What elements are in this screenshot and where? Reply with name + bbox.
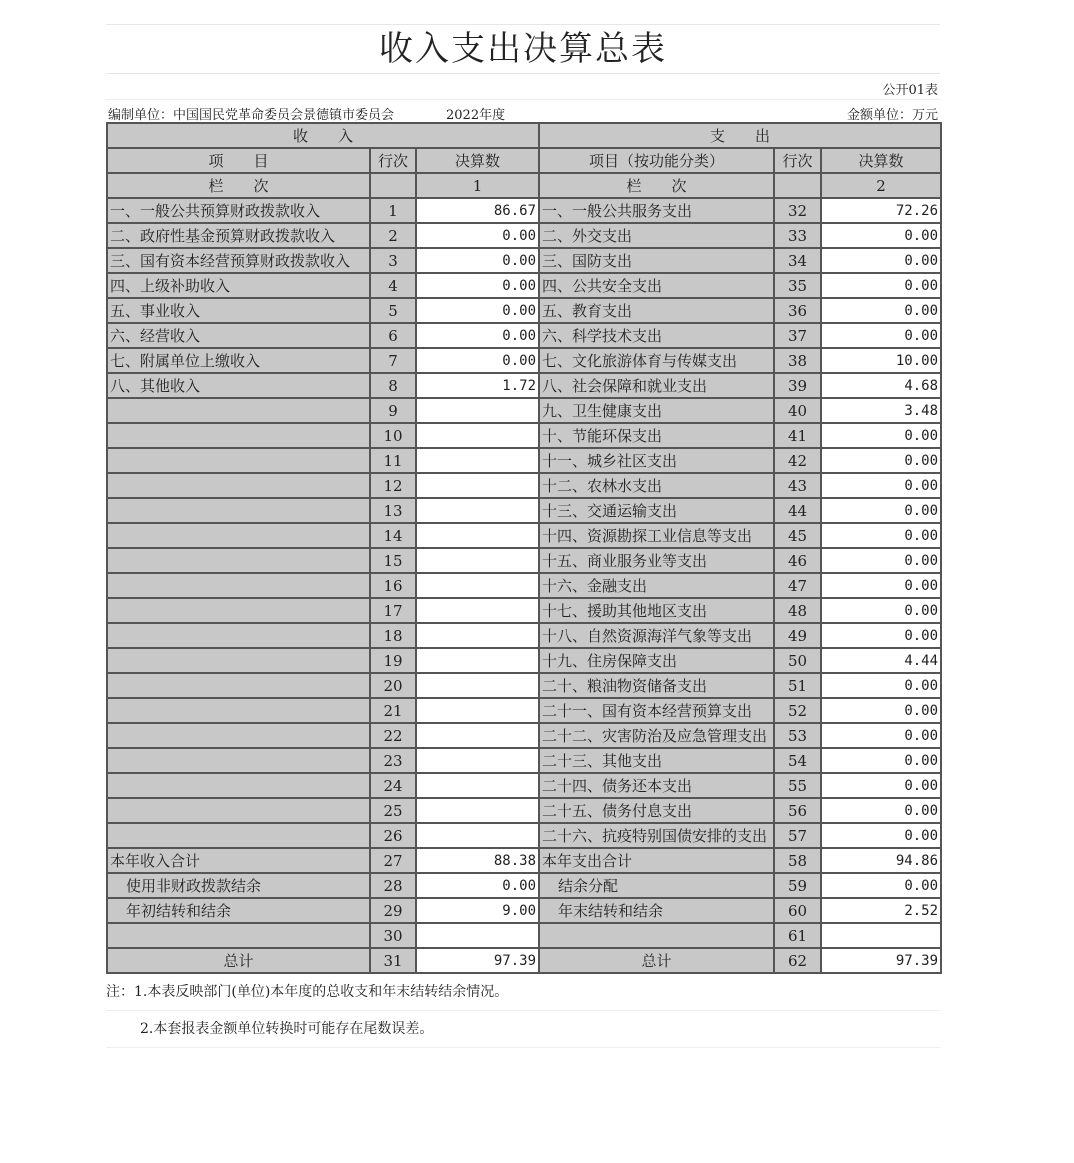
expense-row-number: 32 xyxy=(774,198,821,223)
expense-item: 十二、农林水支出 xyxy=(539,473,774,498)
expense-amount: 0.00 xyxy=(821,723,941,748)
expense-amount: 0.00 xyxy=(821,523,941,548)
income-amount: 9.00 xyxy=(416,898,539,923)
income-item: 使用非财政拨款结余 xyxy=(107,873,370,898)
expense-row-number: 39 xyxy=(774,373,821,398)
expense-amount: 0.00 xyxy=(821,498,941,523)
table-row xyxy=(107,273,941,298)
expense-item: 十三、交通运输支出 xyxy=(539,498,774,523)
table-row xyxy=(107,448,941,473)
income-amount xyxy=(416,523,539,548)
income-amount xyxy=(416,823,539,848)
table-row xyxy=(107,823,941,848)
income-amount: 1.72 xyxy=(416,373,539,398)
expense-item: 八、社会保障和就业支出 xyxy=(539,373,774,398)
table-row xyxy=(107,748,941,773)
income-row-number: 16 xyxy=(370,573,416,598)
table-row xyxy=(107,523,941,548)
expense-amount: 10.00 xyxy=(821,348,941,373)
expense-row-number: 57 xyxy=(774,823,821,848)
expense-amount: 0.00 xyxy=(821,448,941,473)
expense-item: 三、国防支出 xyxy=(539,248,774,273)
income-row-number: 27 xyxy=(370,848,416,873)
expense-item: 总计 xyxy=(539,948,774,973)
expense-header: 支 出 xyxy=(539,123,941,148)
income-row-number: 18 xyxy=(370,623,416,648)
income-row-number: 24 xyxy=(370,773,416,798)
expense-row-number: 47 xyxy=(774,573,821,598)
expense-row-number: 46 xyxy=(774,548,821,573)
empty-cell xyxy=(774,173,821,198)
income-item xyxy=(107,673,370,698)
expense-item: 结余分配 xyxy=(539,873,774,898)
expense-row-number: 37 xyxy=(774,323,821,348)
income-amount xyxy=(416,923,539,948)
expense-amount: 0.00 xyxy=(821,823,941,848)
expense-item: 十一、城乡社区支出 xyxy=(539,448,774,473)
expense-amount xyxy=(821,923,941,948)
income-item: 总计 xyxy=(107,948,370,973)
expense-item: 十九、住房保障支出 xyxy=(539,648,774,673)
income-item: 本年收入合计 xyxy=(107,848,370,873)
expense-amount: 0.00 xyxy=(821,423,941,448)
expense-item: 二十二、灾害防治及应急管理支出 xyxy=(539,723,774,748)
expense-row-number: 38 xyxy=(774,348,821,373)
income-row-number: 6 xyxy=(370,323,416,348)
expense-item: 六、科学技术支出 xyxy=(539,323,774,348)
income-row-number: 26 xyxy=(370,823,416,848)
income-row-number: 15 xyxy=(370,548,416,573)
income-amount: 0.00 xyxy=(416,273,539,298)
income-row-number: 10 xyxy=(370,423,416,448)
income-amount xyxy=(416,773,539,798)
expense-item: 四、公共安全支出 xyxy=(539,273,774,298)
income-row-number: 3 xyxy=(370,248,416,273)
income-row-number: 2 xyxy=(370,223,416,248)
expense-amount: 0.00 xyxy=(821,598,941,623)
expense-item: 二十一、国有资本经营预算支出 xyxy=(539,698,774,723)
income-row-number: 1 xyxy=(370,198,416,223)
expense-row-number: 61 xyxy=(774,923,821,948)
expense-row-number: 41 xyxy=(774,423,821,448)
income-amount xyxy=(416,473,539,498)
income-row-number: 29 xyxy=(370,898,416,923)
expense-amount: 0.00 xyxy=(821,273,941,298)
expense-amount: 0.00 xyxy=(821,623,941,648)
income-item xyxy=(107,548,370,573)
income-item: 八、其他收入 xyxy=(107,373,370,398)
expense-amount: 94.86 xyxy=(821,848,941,873)
income-item xyxy=(107,648,370,673)
expense-row-number: 34 xyxy=(774,248,821,273)
income-amount: 0.00 xyxy=(416,223,539,248)
table-row xyxy=(107,798,941,823)
income-amount: 88.38 xyxy=(416,848,539,873)
income-amount-header: 决算数 xyxy=(416,148,539,173)
income-row-number: 14 xyxy=(370,523,416,548)
expense-amount: 4.68 xyxy=(821,373,941,398)
table-row xyxy=(107,298,941,323)
income-amount: 97.39 xyxy=(416,948,539,973)
expense-amount: 0.00 xyxy=(821,223,941,248)
table-row xyxy=(107,223,941,248)
meta-row xyxy=(106,100,940,122)
income-amount xyxy=(416,648,539,673)
table-row xyxy=(107,898,941,923)
form-number-row xyxy=(106,74,940,100)
table-row xyxy=(107,473,941,498)
income-rowno-header: 行次 xyxy=(370,148,416,173)
header-section-row xyxy=(107,123,941,148)
income-item: 六、经营收入 xyxy=(107,323,370,348)
expense-item: 二十六、抗疫特别国债安排的支出 xyxy=(539,823,774,848)
income-row-number: 12 xyxy=(370,473,416,498)
expense-item: 二十、粮油物资储备支出 xyxy=(539,673,774,698)
table-row xyxy=(107,198,941,223)
income-row-number: 9 xyxy=(370,398,416,423)
expense-row-number: 33 xyxy=(774,223,821,248)
income-row-number: 20 xyxy=(370,673,416,698)
page-title: 收入支出决算总表 xyxy=(106,24,940,74)
fiscal-year: 2022年度 xyxy=(446,108,506,123)
income-amount: 0.00 xyxy=(416,323,539,348)
income-row-number: 5 xyxy=(370,298,416,323)
income-amount xyxy=(416,573,539,598)
income-item xyxy=(107,748,370,773)
expense-item: 二十五、债务付息支出 xyxy=(539,798,774,823)
income-item: 五、事业收入 xyxy=(107,298,370,323)
table-row xyxy=(107,323,941,348)
table-row xyxy=(107,773,941,798)
income-row-number: 4 xyxy=(370,273,416,298)
income-row-number: 8 xyxy=(370,373,416,398)
table-body xyxy=(107,198,941,973)
expense-row-number: 53 xyxy=(774,723,821,748)
expense-row-number: 62 xyxy=(774,948,821,973)
table-row xyxy=(107,373,941,398)
income-item xyxy=(107,598,370,623)
income-header: 收 入 xyxy=(107,123,539,148)
expense-amount: 0.00 xyxy=(821,698,941,723)
income-item xyxy=(107,573,370,598)
income-item: 七、附属单位上缴收入 xyxy=(107,348,370,373)
notes xyxy=(106,974,940,1048)
table-row xyxy=(107,923,941,948)
expense-amount: 0.00 xyxy=(821,298,941,323)
expense-item: 十八、自然资源海洋气象等支出 xyxy=(539,623,774,648)
income-amount: 0.00 xyxy=(416,348,539,373)
income-item xyxy=(107,798,370,823)
income-row-number: 7 xyxy=(370,348,416,373)
table-row xyxy=(107,398,941,423)
compiling-unit: 编制单位：中国国民党革命委员会景德镇市委员会 xyxy=(108,108,395,123)
expense-item: 九、卫生健康支出 xyxy=(539,398,774,423)
expense-item: 十四、资源勘探工业信息等支出 xyxy=(539,523,774,548)
money-unit: 金额单位：万元 xyxy=(846,108,938,123)
expense-item: 本年支出合计 xyxy=(539,848,774,873)
income-expense-table xyxy=(106,122,942,974)
income-amount: 0.00 xyxy=(416,298,539,323)
income-item xyxy=(107,398,370,423)
income-amount xyxy=(416,598,539,623)
expense-amount: 0.00 xyxy=(821,748,941,773)
expense-row-number: 60 xyxy=(774,898,821,923)
expense-amount: 0.00 xyxy=(821,473,941,498)
expense-item: 一、一般公共服务支出 xyxy=(539,198,774,223)
income-item xyxy=(107,473,370,498)
expense-row-number: 56 xyxy=(774,798,821,823)
income-amount xyxy=(416,448,539,473)
expense-amount: 72.26 xyxy=(821,198,941,223)
expense-col-label: 栏 次 xyxy=(539,173,774,198)
income-amount xyxy=(416,748,539,773)
income-amount xyxy=(416,698,539,723)
note-2: 2.本套报表金额单位转换时可能存在尾数误差。 xyxy=(106,1011,940,1048)
income-amount: 0.00 xyxy=(416,248,539,273)
form-number: 公开01表 xyxy=(882,83,938,98)
expense-item: 十六、金融支出 xyxy=(539,573,774,598)
expense-item: 二十三、其他支出 xyxy=(539,748,774,773)
expense-item: 年末结转和结余 xyxy=(539,898,774,923)
expense-rowno-header: 行次 xyxy=(774,148,821,173)
income-amount: 86.67 xyxy=(416,198,539,223)
table-row xyxy=(107,648,941,673)
income-row-number: 30 xyxy=(370,923,416,948)
income-item: 二、政府性基金预算财政拨款收入 xyxy=(107,223,370,248)
income-item xyxy=(107,423,370,448)
income-row-number: 31 xyxy=(370,948,416,973)
expense-row-number: 54 xyxy=(774,748,821,773)
income-item xyxy=(107,448,370,473)
expense-item: 五、教育支出 xyxy=(539,298,774,323)
table-row xyxy=(107,348,941,373)
income-item: 年初结转和结余 xyxy=(107,898,370,923)
income-amount xyxy=(416,623,539,648)
expense-row-number: 42 xyxy=(774,448,821,473)
note-1: 注：1.本表反映部门(单位)本年度的总收支和年末结转结余情况。 xyxy=(106,974,940,1011)
table-row xyxy=(107,698,941,723)
income-item: 一、一般公共预算财政拨款收入 xyxy=(107,198,370,223)
expense-item: 十五、商业服务业等支出 xyxy=(539,548,774,573)
header-column-row xyxy=(107,148,941,173)
income-item xyxy=(107,523,370,548)
expense-row-number: 40 xyxy=(774,398,821,423)
expense-amount: 0.00 xyxy=(821,673,941,698)
income-row-number: 25 xyxy=(370,798,416,823)
expense-amount: 4.44 xyxy=(821,648,941,673)
expense-item: 十七、援助其他地区支出 xyxy=(539,598,774,623)
table-row xyxy=(107,873,941,898)
expense-amount: 0.00 xyxy=(821,773,941,798)
income-row-number: 17 xyxy=(370,598,416,623)
table-row xyxy=(107,598,941,623)
column-index-row xyxy=(107,173,941,198)
expense-item: 十、节能环保支出 xyxy=(539,423,774,448)
expense-item: 七、文化旅游体育与传媒支出 xyxy=(539,348,774,373)
income-amount xyxy=(416,548,539,573)
expense-amount: 3.48 xyxy=(821,398,941,423)
expense-item xyxy=(539,923,774,948)
income-item-header: 项 目 xyxy=(107,148,370,173)
expense-amount: 2.52 xyxy=(821,898,941,923)
expense-row-number: 52 xyxy=(774,698,821,723)
income-item xyxy=(107,698,370,723)
income-item xyxy=(107,623,370,648)
income-row-number: 11 xyxy=(370,448,416,473)
income-amount xyxy=(416,798,539,823)
income-item xyxy=(107,498,370,523)
table-row xyxy=(107,573,941,598)
table-row xyxy=(107,948,941,973)
income-amount xyxy=(416,498,539,523)
expense-row-number: 51 xyxy=(774,673,821,698)
expense-col-index: 2 xyxy=(821,173,941,198)
income-amount xyxy=(416,423,539,448)
expense-row-number: 58 xyxy=(774,848,821,873)
expense-row-number: 49 xyxy=(774,623,821,648)
expense-row-number: 48 xyxy=(774,598,821,623)
income-amount xyxy=(416,398,539,423)
income-amount xyxy=(416,723,539,748)
table-row xyxy=(107,723,941,748)
expense-item: 二、外交支出 xyxy=(539,223,774,248)
income-row-number: 21 xyxy=(370,698,416,723)
income-amount: 0.00 xyxy=(416,873,539,898)
table-row xyxy=(107,248,941,273)
expense-row-number: 50 xyxy=(774,648,821,673)
income-row-number: 23 xyxy=(370,748,416,773)
expense-amount: 97.39 xyxy=(821,948,941,973)
income-col-label: 栏 次 xyxy=(107,173,370,198)
expense-amount-header: 决算数 xyxy=(821,148,941,173)
report-sheet xyxy=(106,24,940,1048)
income-item xyxy=(107,823,370,848)
income-amount xyxy=(416,673,539,698)
table-row xyxy=(107,498,941,523)
income-row-number: 22 xyxy=(370,723,416,748)
empty-cell xyxy=(370,173,416,198)
expense-row-number: 44 xyxy=(774,498,821,523)
income-row-number: 19 xyxy=(370,648,416,673)
income-item xyxy=(107,723,370,748)
expense-amount: 0.00 xyxy=(821,323,941,348)
expense-item-header: 项目（按功能分类） xyxy=(539,148,774,173)
expense-row-number: 45 xyxy=(774,523,821,548)
expense-amount: 0.00 xyxy=(821,548,941,573)
expense-amount: 0.00 xyxy=(821,798,941,823)
income-row-number: 28 xyxy=(370,873,416,898)
expense-row-number: 35 xyxy=(774,273,821,298)
expense-row-number: 59 xyxy=(774,873,821,898)
table-row xyxy=(107,848,941,873)
table-row xyxy=(107,623,941,648)
table-row xyxy=(107,548,941,573)
expense-item: 二十四、债务还本支出 xyxy=(539,773,774,798)
expense-amount: 0.00 xyxy=(821,573,941,598)
expense-row-number: 43 xyxy=(774,473,821,498)
expense-amount: 0.00 xyxy=(821,248,941,273)
income-item: 四、上级补助收入 xyxy=(107,273,370,298)
income-item: 三、国有资本经营预算财政拨款收入 xyxy=(107,248,370,273)
expense-row-number: 36 xyxy=(774,298,821,323)
income-item xyxy=(107,923,370,948)
income-item xyxy=(107,773,370,798)
expense-row-number: 55 xyxy=(774,773,821,798)
income-col-index: 1 xyxy=(416,173,539,198)
income-row-number: 13 xyxy=(370,498,416,523)
table-row xyxy=(107,423,941,448)
table-row xyxy=(107,673,941,698)
expense-amount: 0.00 xyxy=(821,873,941,898)
